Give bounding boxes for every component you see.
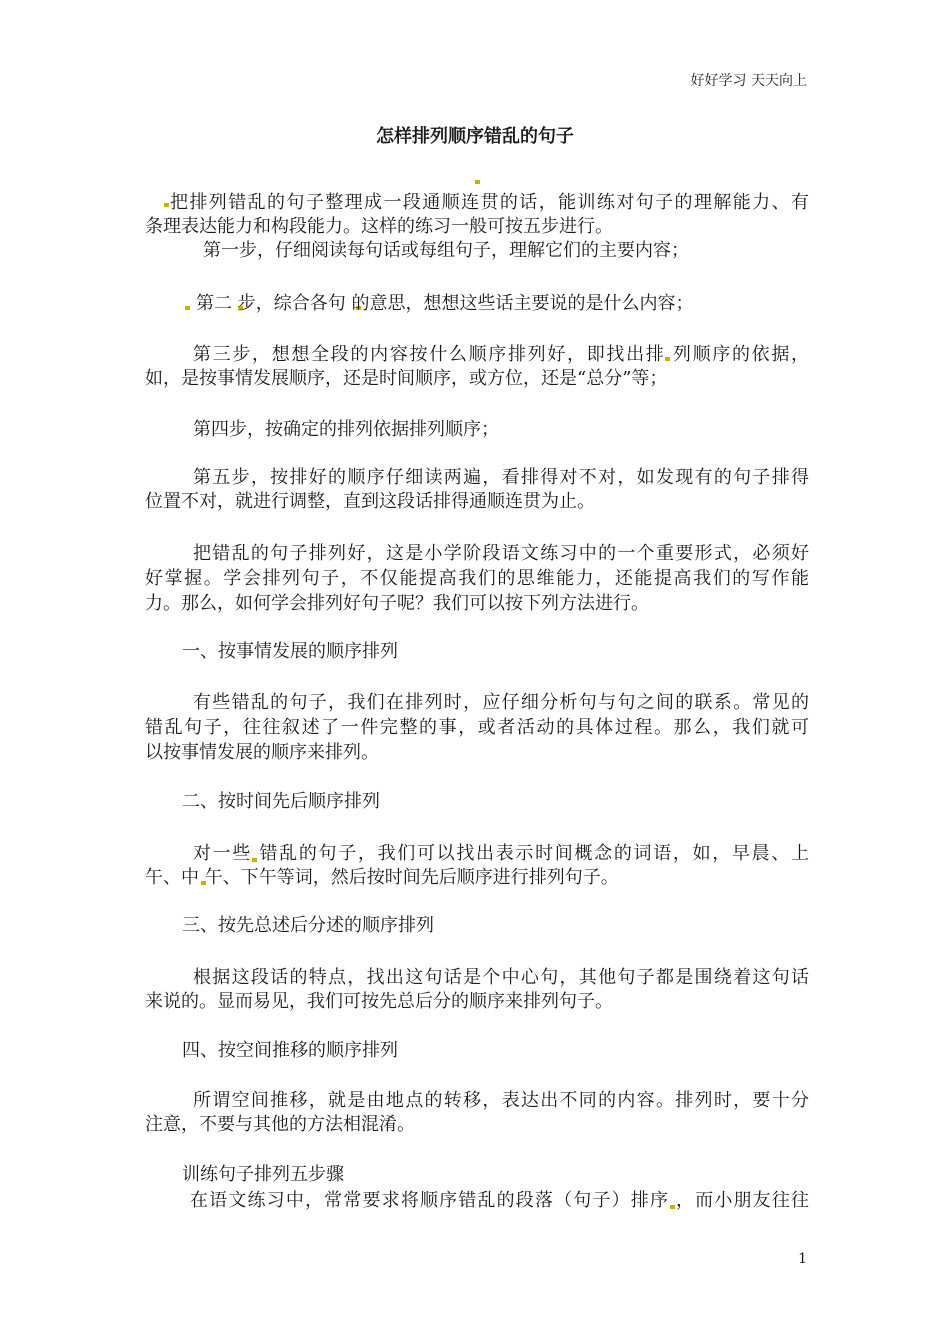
intro-line: 条理表达能力和构段能力。这样的练习一般可按五步进行。 [145, 216, 613, 237]
section-heading: 二、按时间先后顺序排列 [182, 791, 380, 812]
section-text: 根据这段话的特点，找出这句话是个中心句，其他句子都是围绕着这句话 [193, 967, 809, 988]
section-text: 来说的。显而易见，我们可按先总后分的顺序来排列句子。 [145, 991, 613, 1012]
section-text: 所谓空间推移，就是由地点的转移，表达出不同的内容。排列时，要十分 [193, 1090, 809, 1111]
document-title: 怎样排列顺序错乱的句子 [376, 126, 574, 147]
section-text: 错乱句子，往往叙述了一件完整的事，或者活动的具体过程。那么，我们就可 [145, 717, 809, 738]
step-2: 第二 步，综合各句 的意思，想想这些话主要说的是什么内容； [196, 293, 694, 314]
mark-dot [185, 306, 190, 310]
step-1: 第一步，仔细阅读每句话或每组句子，理解它们的主要内容； [203, 240, 689, 261]
mark-dot [475, 180, 480, 184]
training-heading: 训练句子排列五步骤 [182, 1164, 344, 1185]
page-header: 好好学习 天天向上 [690, 73, 807, 89]
section-text: 以按事情发展的顺序来排列。 [145, 742, 379, 763]
section-text: 注意，不要与其他的方法相混淆。 [145, 1114, 415, 1135]
step-3-line: 第三步，想想全段的内容按什么顺序排列好，即找出排 列顺序的依据， [193, 344, 809, 365]
step-5-line: 第五步，按排好的顺序仔细读两遍，看排得对不对，如发现有的句子排得 [193, 467, 809, 488]
training-text: 在语文练习中，常常要求将顺序错乱的段落（句子）排序 ，而小朋友往往 [190, 1190, 809, 1211]
paragraph-line: 好掌握。学会排列句子，不仅能提高我们的思维能力，还能提高我们的写作能 [145, 568, 809, 589]
mark-dot [164, 203, 169, 207]
step-3-line: 如，是按事情发展顺序，还是时间顺序，或方位，还是“总分”等； [145, 368, 668, 389]
section-text: 午、中 午、下午等词，然后按时间先后顺序进行排列句子。 [145, 867, 619, 888]
page-number: 1 [798, 1251, 807, 1267]
section-heading: 一、按事情发展的顺序排列 [182, 641, 398, 662]
intro-line: 把排列错乱的句子整理成一段通顺连贯的话，能训练对句子的理解能力、有 [170, 192, 809, 213]
section-text: 有些错乱的句子，我们在排列时，应仔细分析句与句之间的联系。常见的 [193, 692, 809, 713]
section-heading: 四、按空间推移的顺序排列 [182, 1040, 398, 1061]
paragraph-line: 力。那么，如何学会排列好句子呢？我们可以按下列方法进行。 [145, 593, 649, 614]
section-heading: 三、按先总述后分述的顺序排列 [182, 915, 434, 936]
section-text: 对一些 错乱的句子，我们可以找出表示时间概念的词语，如，早晨、上 [193, 843, 809, 864]
step-4: 第四步，按确定的排列依据排列顺序； [193, 419, 499, 440]
step-5-line: 位置不对，就进行调整，直到这段话排得通顺连贯为止。 [145, 491, 595, 512]
paragraph-line: 把错乱的句子排列好，这是小学阶段语文练习中的一个重要形式，必须好 [193, 543, 809, 564]
